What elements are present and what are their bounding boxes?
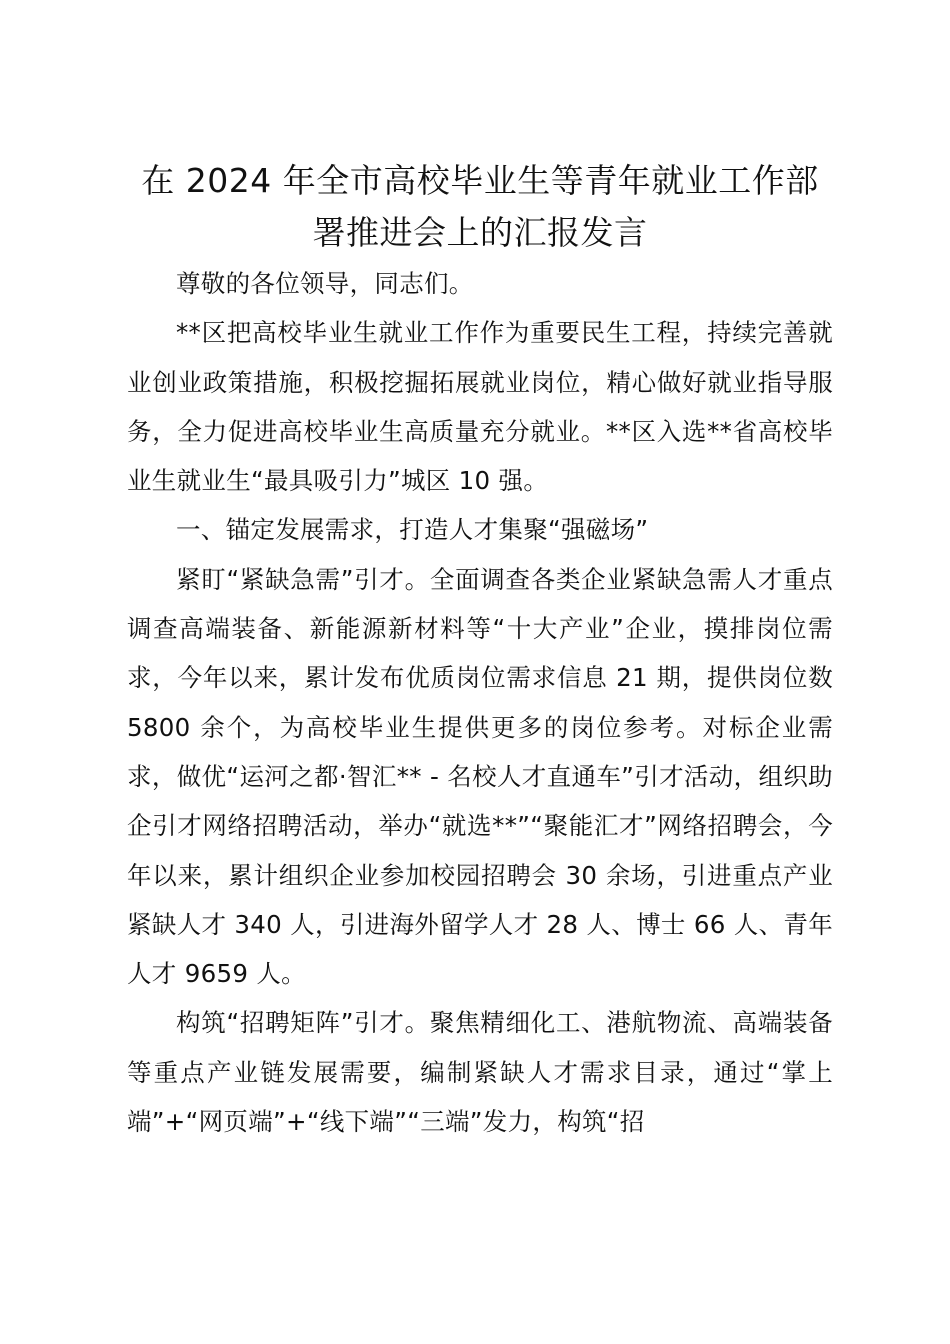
document-page	[127, 155, 833, 1146]
body-paragraph: 构筑“招聘矩阵”引才。聚焦精细化工、港航物流、高端装备等重点产业链发展需要，编制紧缺人才需求目录，通过“掌上端”+“网页端”+“线下端”“三端”发力，构筑“招	[127, 1008, 833, 1137]
intro-paragraph: **区把高校毕业生就业工作作为重要民生工程，持续完善就业创业政策措施，积极挖掘拓展就业岗位，精心做好就业指导服务，全力促进高校毕业生高质量充分就业。**区入选**省高校毕业生就业生“最具吸引力”城区 10 强。	[127, 318, 833, 496]
document-title: 在 2024 年全市高校毕业生等青年就业工作部署推进会上的汇报发言	[141, 161, 819, 252]
section-heading: 一、锚定发展需求，打造人才集聚“强磁场”	[176, 515, 649, 545]
salutation-paragraph: 尊敬的各位领导，同志们。	[176, 269, 474, 298]
body-paragraph: 紧盯“紧缺急需”引才。全面调查各类企业紧缺急需人才重点调查高端装备、新能源新材料等“十大产业”企业，摸排岗位需求，今年以来，累计发布优质岗位需求信息 21 期，提供岗位数 5800 余个，为高校毕业生提供更多的岗位参考。对标企业需求，做优“运河之都·智汇** - 名校人才直通车”引才活动，组织助企引才网络招聘活动，举办“就选**”“聚能汇才”网络招聘会，今年以来，累计组织企业参加校园招聘会 30 余场，引进重点产业紧缺人才 340 人，引进海外留学人才 28 人、博士 66 人、青年人才 9659 人。	[127, 564, 833, 989]
